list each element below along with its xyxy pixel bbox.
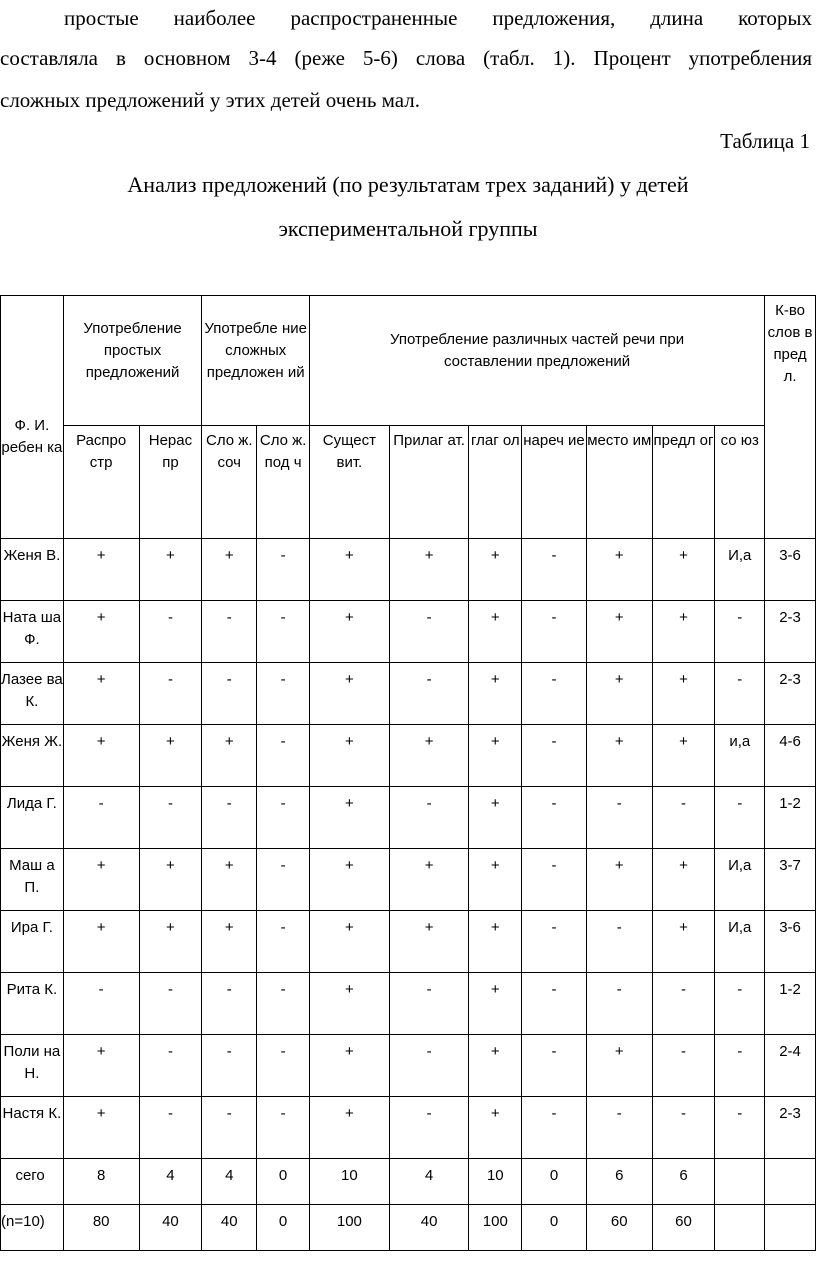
table-cell: + [469, 973, 522, 1035]
table-cell: + [586, 539, 652, 601]
totals-row [1, 1159, 816, 1205]
analysis-table [0, 295, 816, 1251]
totals-cell: 0 [257, 1205, 310, 1251]
table-cell: - [715, 787, 765, 849]
table-cell: И,а [715, 849, 765, 911]
table-row [1, 601, 816, 663]
table-cell: - [522, 601, 587, 663]
table-cell: - [257, 601, 310, 663]
totals-cell [715, 1205, 765, 1251]
totals-cell: 0 [522, 1205, 587, 1251]
table-cell: 2-3 [765, 663, 816, 725]
table-cell: - [202, 1035, 257, 1097]
table-cell: + [139, 539, 202, 601]
table-cell: + [469, 849, 522, 911]
header-word-count: К-во слов в пред л. [765, 296, 816, 539]
subheader-cell: глаг ол [469, 426, 522, 539]
child-name-cell: Женя В. [1, 539, 64, 601]
table-cell: + [652, 539, 715, 601]
totals-label-cell: сего [1, 1159, 64, 1205]
table-cell: 1-2 [765, 973, 816, 1035]
table-cell: - [257, 973, 310, 1035]
totals-cell: 10 [469, 1159, 522, 1205]
table-cell: + [202, 849, 257, 911]
child-name-cell: Рита К. [1, 973, 64, 1035]
table-cell: + [389, 539, 469, 601]
table-row [1, 725, 816, 787]
table-cell: - [715, 1097, 765, 1159]
table-cell: + [469, 787, 522, 849]
table-cell: - [63, 973, 139, 1035]
table-cell: 2-3 [765, 1097, 816, 1159]
totals-cell: 40 [202, 1205, 257, 1251]
table-cell: И,а [715, 539, 765, 601]
table-cell: - [389, 1097, 469, 1159]
table-cell: - [652, 1097, 715, 1159]
table-row [1, 1097, 816, 1159]
table-cell: + [469, 725, 522, 787]
table-cell: - [257, 1035, 310, 1097]
table-cell: - [586, 911, 652, 973]
table-cell: + [586, 1035, 652, 1097]
subheader-cell: Сло ж. соч [202, 426, 257, 539]
table-cell: + [63, 725, 139, 787]
table-row [1, 1035, 816, 1097]
table-number: Таблица 1 [720, 129, 810, 153]
table-row [1, 787, 816, 849]
table-cell: - [389, 973, 469, 1035]
table-cell: - [202, 601, 257, 663]
subheader-cell: Распро стр [63, 426, 139, 539]
table-cell: - [139, 1097, 202, 1159]
table-cell: + [63, 849, 139, 911]
table-cell: - [257, 849, 310, 911]
child-name-cell: Ната ша Ф. [1, 601, 64, 663]
table-cell: - [522, 1035, 587, 1097]
table-cell: 4-6 [765, 725, 816, 787]
table-cell: - [139, 787, 202, 849]
table-cell: - [715, 663, 765, 725]
table-cell: 2-3 [765, 601, 816, 663]
totals-cell: 60 [586, 1205, 652, 1251]
header-simple-sentences: Употребление простых предложений [63, 296, 202, 426]
table-cell: + [586, 725, 652, 787]
table-cell: - [522, 849, 587, 911]
table-cell: - [257, 787, 310, 849]
totals-cell [765, 1205, 816, 1251]
totals-cell: 100 [469, 1205, 522, 1251]
table-cell: + [652, 725, 715, 787]
table-cell: - [522, 663, 587, 725]
table-title-line-1: Анализ предложений (по результатам трех заданий) у детей [127, 172, 689, 197]
table-cell: + [310, 911, 390, 973]
totals-cell: 40 [139, 1205, 202, 1251]
table-cell: + [586, 663, 652, 725]
table-cell: - [389, 663, 469, 725]
table-cell: 3-7 [765, 849, 816, 911]
table-cell: + [652, 911, 715, 973]
table-cell: - [139, 973, 202, 1035]
table-cell: - [586, 1097, 652, 1159]
table-row [1, 663, 816, 725]
totals-cell: 80 [63, 1205, 139, 1251]
table-title-line-2: экспериментальной группы [278, 216, 538, 241]
table-cell: - [715, 1035, 765, 1097]
subheader-cell: Сло ж. под ч [257, 426, 310, 539]
table-row [1, 973, 816, 1035]
totals-cell: 0 [522, 1159, 587, 1205]
table-cell: - [652, 787, 715, 849]
table-cell: - [257, 1097, 310, 1159]
table-cell: + [310, 1035, 390, 1097]
table-cell: + [310, 725, 390, 787]
totals-cell: 8 [63, 1159, 139, 1205]
table-cell: - [586, 973, 652, 1035]
table-cell: - [389, 1035, 469, 1097]
table-cell: - [715, 601, 765, 663]
subheader-cell: нареч ие [522, 426, 587, 539]
table-cell: - [139, 601, 202, 663]
table-row [1, 911, 816, 973]
totals-cell: 4 [389, 1159, 469, 1205]
table-cell: - [522, 1097, 587, 1159]
totals-cell: 4 [202, 1159, 257, 1205]
table-cell: + [139, 911, 202, 973]
header-name: Ф. И. ребен ка [1, 296, 64, 539]
table-cell: + [469, 911, 522, 973]
paragraph-line-3: сложных предложений у этих детей очень мал. [0, 88, 421, 112]
table-row [1, 849, 816, 911]
child-name-cell: Женя Ж. [1, 725, 64, 787]
totals-cell: 0 [257, 1159, 310, 1205]
table-cell: - [139, 1035, 202, 1097]
totals-cell: 6 [586, 1159, 652, 1205]
child-name-cell: Поли на Н. [1, 1035, 64, 1097]
totals-cell [715, 1159, 765, 1205]
table-cell: + [389, 849, 469, 911]
table-cell: + [63, 1035, 139, 1097]
totals-cell: 60 [652, 1205, 715, 1251]
table-cell: + [139, 849, 202, 911]
child-name-cell: Ира Г. [1, 911, 64, 973]
table-cell: + [652, 849, 715, 911]
paragraph-line-2: составляла в основном 3-4 (реже 5-6) слова (табл. 1). Процент употребления [0, 46, 812, 70]
table-cell: - [202, 1097, 257, 1159]
table-cell: - [652, 1035, 715, 1097]
table-cell: - [522, 725, 587, 787]
child-name-cell: Настя К. [1, 1097, 64, 1159]
table-cell: - [202, 787, 257, 849]
table-cell: 3-6 [765, 539, 816, 601]
table-cell: + [469, 1097, 522, 1159]
table-cell: + [469, 601, 522, 663]
subheader-cell: Сущест вит. [310, 426, 390, 539]
table-cell: - [522, 911, 587, 973]
table-cell: - [522, 539, 587, 601]
table-cell: + [389, 725, 469, 787]
table-cell: - [139, 663, 202, 725]
table-cell: + [310, 1097, 390, 1159]
totals-cell [765, 1159, 816, 1205]
header-parts-of-speech: Употребление различных частей речи при составлении предложений [310, 296, 765, 426]
table-cell: + [310, 787, 390, 849]
table-cell: - [652, 973, 715, 1035]
table-cell: 2-4 [765, 1035, 816, 1097]
table-cell: + [652, 601, 715, 663]
header-complex-sentences: Употребле ние сложных предложен ий [202, 296, 310, 426]
table-cell: - [389, 787, 469, 849]
table-cell: + [586, 601, 652, 663]
table-cell: + [63, 911, 139, 973]
table-cell: + [586, 849, 652, 911]
table-cell: + [202, 725, 257, 787]
table-cell: - [63, 787, 139, 849]
table-cell: и,а [715, 725, 765, 787]
totals-cell: 4 [139, 1159, 202, 1205]
table-cell: - [202, 663, 257, 725]
totals-cell: 40 [389, 1205, 469, 1251]
table-cell: + [202, 539, 257, 601]
table-cell: + [310, 663, 390, 725]
table-cell: И,а [715, 911, 765, 973]
table-cell: 1-2 [765, 787, 816, 849]
table-cell: + [652, 663, 715, 725]
table-cell: - [257, 911, 310, 973]
table-cell: + [63, 601, 139, 663]
table-cell: + [63, 539, 139, 601]
totals-cell: 10 [310, 1159, 390, 1205]
totals-cell: 100 [310, 1205, 390, 1251]
table-cell: - [522, 787, 587, 849]
table-cell: - [257, 663, 310, 725]
subheader-cell: Прилаг ат. [389, 426, 469, 539]
table-cell: - [257, 725, 310, 787]
subheader-cell: со юз [715, 426, 765, 539]
table-cell: 3-6 [765, 911, 816, 973]
table-cell: - [202, 973, 257, 1035]
table-cell: + [469, 539, 522, 601]
table-cell: - [715, 973, 765, 1035]
table-cell: + [310, 973, 390, 1035]
table-cell: - [389, 601, 469, 663]
subheader-cell: Нерас пр [139, 426, 202, 539]
table-cell: + [63, 663, 139, 725]
totals-cell: 6 [652, 1159, 715, 1205]
table-cell: - [586, 787, 652, 849]
table-cell: + [469, 663, 522, 725]
child-name-cell: Лазее ва К. [1, 663, 64, 725]
table-cell: + [310, 601, 390, 663]
subheader-cell: предл ог [652, 426, 715, 539]
paragraph-line-1: простые наиболее распространенные предложения, длина которых [64, 6, 812, 30]
table-cell: + [310, 849, 390, 911]
totals-row [1, 1205, 816, 1251]
table-cell: + [389, 911, 469, 973]
table-cell: + [139, 725, 202, 787]
table-cell: + [469, 1035, 522, 1097]
table-cell: + [310, 539, 390, 601]
table-cell: - [257, 539, 310, 601]
totals-label-cell: (n=10) [1, 1205, 64, 1251]
subheader-cell: место им [586, 426, 652, 539]
table-cell: + [63, 1097, 139, 1159]
table-cell: + [202, 911, 257, 973]
child-name-cell: Маш а П. [1, 849, 64, 911]
table-cell: - [522, 973, 587, 1035]
table-row [1, 539, 816, 601]
child-name-cell: Лида Г. [1, 787, 64, 849]
